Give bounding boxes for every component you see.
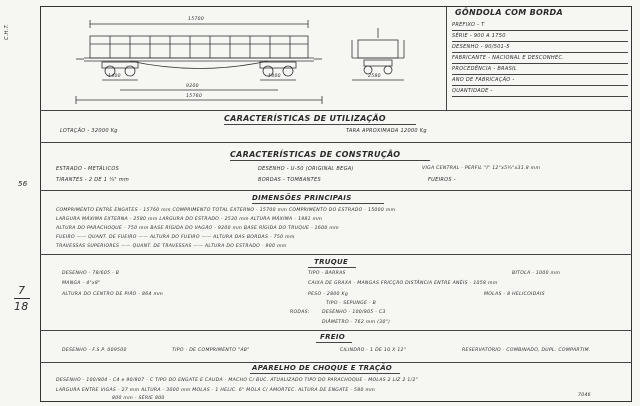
divider <box>40 110 632 111</box>
header-field-desenho: DESENHO - 90/501-5 <box>452 44 510 50</box>
wagon-drawing <box>60 14 440 110</box>
lotacao: LOTAÇÃO - 32000 Kg <box>60 128 118 134</box>
divider <box>40 142 632 143</box>
aparelho-title: APARELHO DE CHOQUE E TRAÇÃO <box>252 364 393 372</box>
title-underline <box>252 203 384 204</box>
freio-title: FREIO <box>320 333 346 341</box>
truque-manga: MANGA - 4"x8" <box>62 281 101 286</box>
rodas-diametro: DIÂMETRO - 762 mm (30") <box>322 320 391 325</box>
header-field-quantidade: QUANTIDADE - <box>452 88 493 94</box>
header-divider <box>446 6 447 110</box>
header-rule <box>452 85 628 86</box>
freio-cilindro: CILINDRO - 1 DE 10 X 12" <box>340 348 407 353</box>
title-underline <box>230 160 430 161</box>
freio-desenho: DESENHO - F.S.P. 009500 <box>62 348 127 353</box>
construcao-desenho: DESENHO - U-50 (ORIGINAL BEGA) <box>258 166 354 172</box>
dim-b: 9200 <box>186 84 199 89</box>
divider <box>40 330 632 331</box>
title-underline <box>308 267 356 268</box>
truque-peso: PESO - 2800 Kg <box>308 292 349 297</box>
dim-e: 15760 <box>186 94 203 99</box>
truque-molas: MOLAS - 8 HELICOIDAIS <box>484 292 545 297</box>
truque-tipo: TIPO - BARRAS <box>308 271 346 276</box>
header-rule <box>452 63 628 64</box>
header-title: GÔNDOLA COM BORDA <box>455 8 563 17</box>
title-underline <box>250 373 400 374</box>
fraction-bottom: 18 <box>14 300 29 313</box>
header-field-serie: SÉRIE - 900 A 1750 <box>452 33 506 39</box>
freio-reservatorio: RESERVATÓRIO - COMBINADO, DUPL. COMPARTIM. <box>462 348 591 353</box>
dimensoes-row-5: TRAVESSAS SUPERIORES —— QUANT. DE TRAVESSAS —— ALTURA DO ESTRADO - 900 mm <box>56 244 287 249</box>
header-rule <box>452 41 628 42</box>
truque-title: TRUQUE <box>314 258 349 266</box>
header-rule <box>452 52 628 53</box>
freio-tipo: TIPO - DE COMPRIMENTO "AB" <box>172 348 250 353</box>
estrado: ESTRADO - METÁLICOS <box>56 166 120 172</box>
divider <box>40 362 632 363</box>
aparelho-foot-left: 800 mm - SÉRIE 800 <box>112 396 165 401</box>
header-field-prefixo: PREFIXO - T <box>452 22 485 28</box>
tara: TARA APROXIMADA 12000 Kg <box>346 128 427 134</box>
dimensoes-title: DIMENSÕES PRINCIPAIS <box>252 194 352 202</box>
bordas: BORDAS - TOMBANTES <box>258 177 321 183</box>
rodas-desenho: DESENHO - 100/805 - C3 <box>322 310 386 315</box>
fraction-bar <box>14 298 30 299</box>
dimensoes-row-1: COMPRIMENTO ENTRE ENGATES - 15760 mm COMPRIMENTO TOTAL EXTERNO - 15700 mm COMPRIMENTO DO ESTRADO - 15000 mm <box>56 208 396 213</box>
dim-side: 2580 <box>368 74 381 79</box>
dim-a: 1400 <box>108 74 121 79</box>
aparelho-row-1: DESENHO - 100/804 - C4 e 90/807 - C TIPO DO ENGATE E CAUDA - MACHO C/ BUC. ATUALIZADO TIPO DO PARACHOQUE - MOLAS 2 LIZ 2 1/2" <box>56 378 419 383</box>
dimensoes-row-4: FUEIRO —— QUANT. DE FUEIRO —— ALTURA DO FUEIRO —— ALTURA DAS BORDAS - 750 mm <box>56 235 295 240</box>
dimensoes-row-2: LARGURA MÁXIMA EXTERNA - 2580 mm LARGURA DO ESTRADO - 2530 mm ALTURA MÁXIMA - 1981 mm <box>56 217 323 222</box>
header-field-fabricante: FABRICANTE - NACIONAL E DESCONHEC. <box>452 55 565 61</box>
fraction-top: 7 <box>18 284 26 297</box>
title-underline <box>316 342 352 343</box>
tirantes: TIRANTES - 2 DE 1 ¼" mm <box>56 177 130 183</box>
dimensoes-row-3: ALTURA DO PARACHOQUE - 750 mm BASE RÍGIDA DO VAGÃO - 9200 mm BASE RÍGIDA DO TRUQUE - 1600 mm <box>56 226 339 231</box>
header-field-ano: ANO DE FABRICAÇÃO - <box>452 77 515 83</box>
divider <box>40 190 632 191</box>
header-rule <box>452 96 628 97</box>
aparelho-row-2: LARGURA ENTRE VIGAS - 27 mm ALTURA - 3000 mm MOLAS - 1 HELIC. 6" MOLA C/ AMORTEC. ALTURA DE ENGATE - 580 mm <box>56 388 376 393</box>
truque-bitola: BITOLA - 1000 mm <box>512 271 561 276</box>
dim-total: 15700 <box>188 17 205 22</box>
truque-caixa: CAIXA DE GRAXA - MANGAS FRICÇÃO DISTÂNCIA ENTRE ANÉIS - 1058 mm <box>308 281 498 286</box>
divider <box>40 254 632 255</box>
rodas-label: RODAS: <box>290 310 310 315</box>
margin-note: C.H.T. <box>4 23 10 40</box>
utilizacao-title: CARACTERÍSTICAS DE UTILIZAÇÃO <box>224 114 386 123</box>
dim-c: 1400 <box>268 74 281 79</box>
aparelho-foot-right: 7046 <box>578 393 591 398</box>
page-number: 56 <box>18 180 28 188</box>
truque-altura-piao: ALTURA DO CENTRO DE PIÃO - 864 mm <box>62 292 164 297</box>
fueiros: FUEIROS - <box>428 177 456 183</box>
viga-central: VIGA CENTRAL - PERFIL "I" 12"x5¼"x31.8 mm <box>422 166 541 171</box>
truque-tipo-2: TIPO - SEPUNGE - B <box>326 301 377 306</box>
construcao-title: CARACTERÍSTICAS DE CONSTRUÇÃO <box>230 150 401 159</box>
header-rule <box>452 74 628 75</box>
header-field-procedencia: PROCEDÊNCIA - BRASIL <box>452 66 517 72</box>
title-underline <box>224 124 416 125</box>
truque-desenho: DESENHO - 78/605 - B <box>62 271 120 276</box>
header-rule <box>452 30 628 31</box>
